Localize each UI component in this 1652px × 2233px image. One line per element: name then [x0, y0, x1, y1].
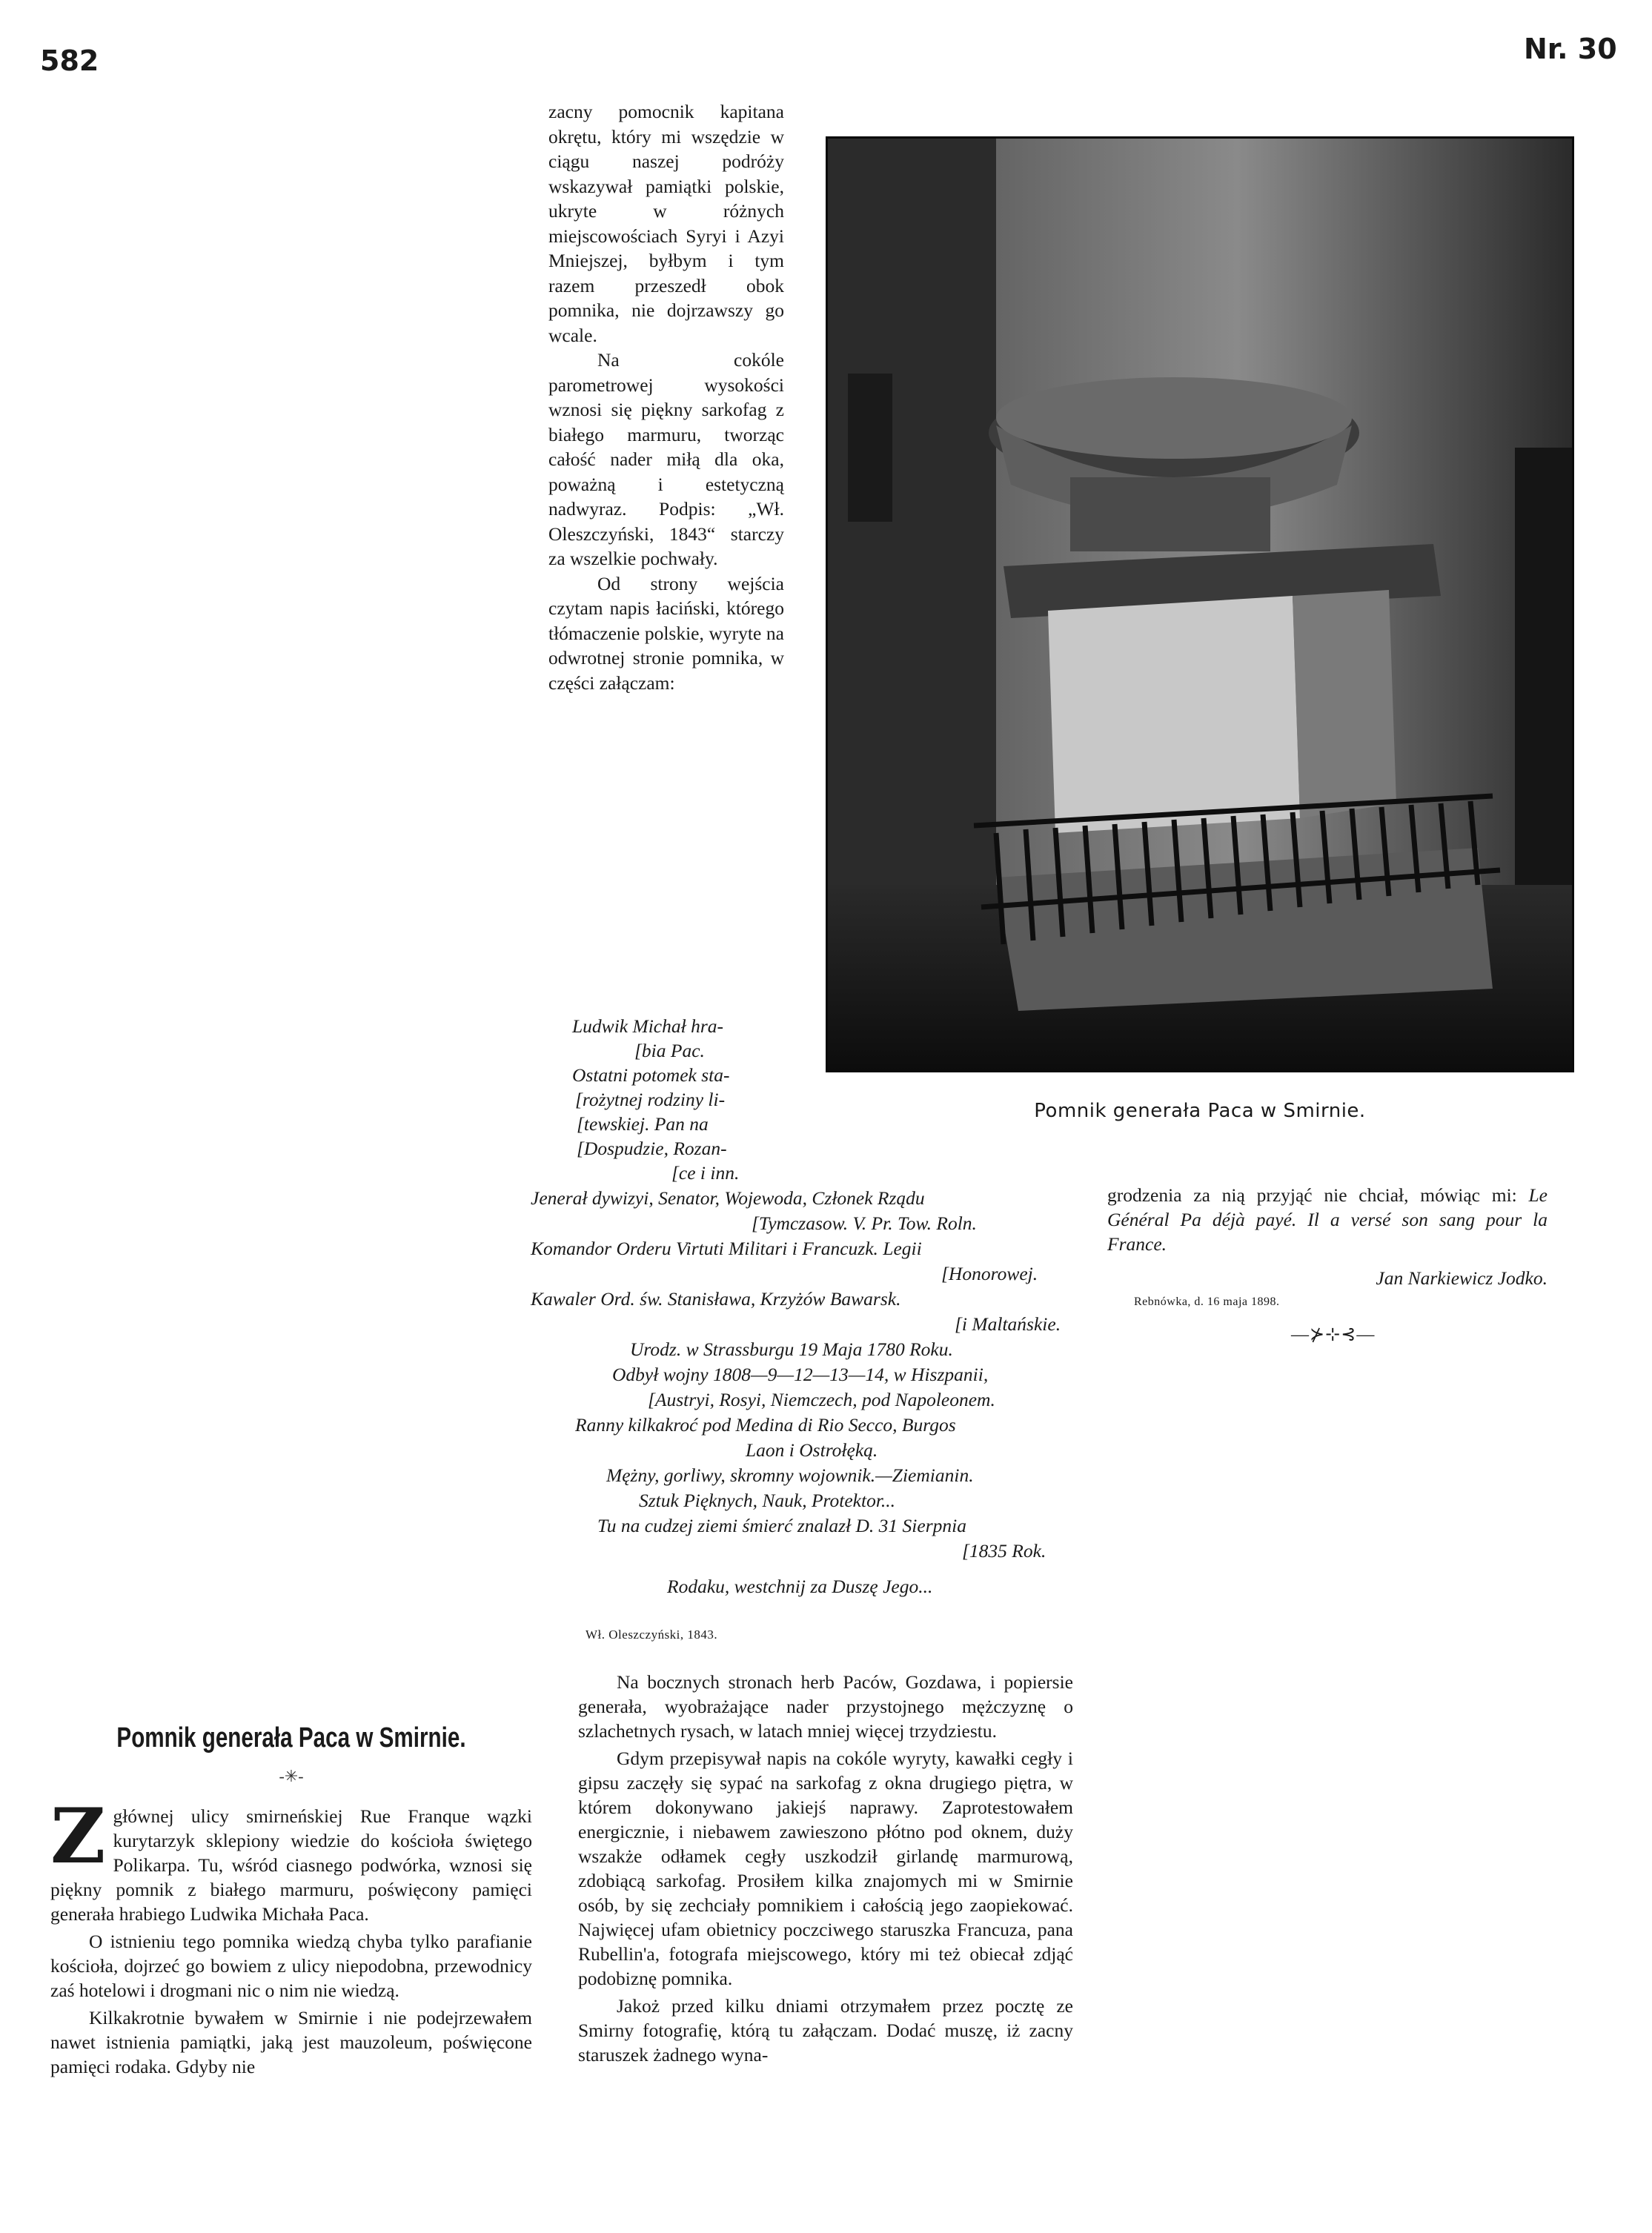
- inscription-line: Rodaku, westchnij za Duszę Jego...: [667, 1576, 933, 1597]
- article-title: Pomnik generała Paca w Smirnie.: [116, 1722, 466, 1753]
- dateline: Rebnówka, d. 16 maja 1898.: [1134, 1295, 1280, 1308]
- inscription-line: Urodz. w Strassburgu 19 Maja 1780 Roku.: [630, 1338, 953, 1360]
- inscription-line: [rożytnej rodziny li-: [575, 1089, 726, 1110]
- monument-image: [826, 136, 1574, 1072]
- inscription-line: Ranny kilkakroć pod Medina di Rio Secco, Burgos: [575, 1414, 956, 1436]
- inscription-line: [tewskiej. Pan na: [577, 1113, 709, 1135]
- inscription-line: Odbył wojny 1808—9—12—13—14, w Hiszpanii,: [612, 1364, 989, 1385]
- right-paragraph-1: Na bocznych stronach herb Paców, Gozdawa, i popiersie generała, wyobrażające nader przystojnego mężczyznę o szlachetnych rysach, w latach mniej więcej trzydziestu.: [578, 1671, 1073, 1742]
- inscription-line: [bia Pac.: [634, 1040, 705, 1061]
- inscription-line: [i Maltańskie.: [955, 1313, 1061, 1335]
- right-paragraph-3: Jakoż przed kilku dniami otrzymałem przez pocztę ze Smirny fotografię, którą tu załączam. Dodać muszę, iż zacny staruszek żadnego wyna-: [578, 1995, 1073, 2066]
- inscription-line: [1835 Rok.: [962, 1540, 1046, 1562]
- inscription-line: [ce i inn.: [671, 1162, 740, 1184]
- left-paragraph-2: O istnieniu tego pomnika wiedzą chyba tylko parafianie kościoła, dojrzeć go bowiem z ulicy niepodobna, przewodnicy zaś hotelowi i drogmani nic o nim nie wiedzą.: [50, 1931, 532, 2001]
- page-number: 582: [40, 44, 99, 77]
- inscription-line: Kawaler Ord. św. Stanisława, Krzyżów Bawarsk.: [531, 1288, 901, 1310]
- end-ornament: —⊁⊹⊰—: [1291, 1325, 1376, 1344]
- narrow-paragraph-2: Na cokóle parometrowej wysokości wznosi się piękny sarkofag z białego marmuru, tworząc całość nader miłą dla oka, poważną i estetyczną nadwyraz. Podpis: „Wł. Oleszczyński, 1843“ starczy za wszelkie pochwały.: [548, 349, 784, 569]
- inscription-line: Tu na cudzej ziemi śmierć znalazł D. 31 Sierpnia: [597, 1515, 966, 1536]
- inscription-line: Komandor Orderu Virtuti Militari i Francuzk. Legii: [531, 1238, 922, 1259]
- narrow-column: [548, 99, 784, 695]
- issue-number: Nr. 30: [1524, 33, 1617, 65]
- photo-caption: Pomnik generała Paca w Smirnie.: [1034, 1100, 1366, 1122]
- left-column: [50, 1792, 532, 2082]
- right-paragraph-2: Gdym przepisywał napis na cokóle wyryty, kawałki cegły i gipsu zaczęły się sypać na sarkofag z okna drugiego piętra, w którem dokonywano jakiejś naprawy. Zaprotestowałem energicznie, i niebawem zawieszono płótno pod oknem, duży wszakże odłamek cegły uszkodził girlandę marmurową, zdobiącą sarkofag. Prosiłem kilka znajomych mi w Smirnie osób, by się zechciały pomnikiem i całością jego zaopiekować. Najwięcej ufam obietnicy poczciwego staruszka Francuza, pana Rubellin'a, fotografa miejscowego, który mi też obiecał zdjąć podobiznę pomnika.: [578, 1748, 1073, 1989]
- inscription-line: Laon i Ostrołęką.: [746, 1439, 878, 1461]
- french-quote: Le Général Pa déjà payé. Il a versé son sang pour la France.: [1107, 1184, 1547, 1255]
- author-signature: Jan Narkiewicz Jodko.: [1376, 1267, 1547, 1289]
- inscription-line: [Tymczasow. V. Pr. Tow. Roln.: [752, 1212, 977, 1234]
- narrow-paragraph-3: Od strony wejścia czytam napis łaciński, którego tłómaczenie polskie, wyryte na odwrotnej stronie pomnika, w części załączam:: [548, 572, 784, 694]
- inscription-line: [Dospudzie, Rozan-: [577, 1138, 727, 1159]
- inscription-line: Ludwik Michał hra-: [572, 1015, 723, 1037]
- left-paragraph-1: głównej ulicy smirneńskiej Rue Franque wązki kurytarzyk sklepiony wiedzie do kościoła świętego Polikarpa. Tu, wśród ciasnego podwórka, wznosi się piękny pomnik z białego marmuru, poświęcony pamięci generała hrabiego Ludwika Michała Paca.: [50, 1805, 532, 1925]
- right-column: [578, 1670, 1073, 2070]
- right-small-column: [1107, 1183, 1547, 1256]
- dropcap-letter: Z: [50, 1792, 106, 1881]
- title-ornament: -✳-: [279, 1767, 304, 1785]
- inscription-line: Jenerał dywizyi, Senator, Wojewoda, Członek Rządu: [531, 1187, 925, 1209]
- closing-text: grodzenia za nią przyjąć nie chciał, mówiąc mi:: [1107, 1184, 1529, 1206]
- inscription-line: [Austryi, Rosyi, Niemczech, pod Napoleonem.: [648, 1389, 995, 1410]
- monument-photo: [826, 136, 1574, 1072]
- inscription-signature: Wł. Oleszczyński, 1843.: [586, 1628, 718, 1642]
- narrow-paragraph-1: zacny pomocnik kapitana okrętu, który mi wszędzie w ciągu naszej podróży wskazywał pamiątki polskie, ukryte w różnych miejscowościach Syryi i Azyi Mniejszej, byłbym i tym razem przeszedł obok pomnika, nie dojrzawszy go wcale.: [548, 101, 784, 346]
- inscription-line: Mężny, gorliwy, skromny wojownik.—Ziemianin.: [606, 1464, 974, 1486]
- left-paragraph-3: Kilkakrotnie bywałem w Smirnie i nie podejrzewałem nawet istnienia pamiątki, jaką jest mauzoleum, poświęcone pamięci rodaka. Gdyby nie: [50, 2007, 532, 2077]
- inscription-line: Sztuk Pięknych, Nauk, Protektor...: [639, 1490, 896, 1511]
- inscription-line: Ostatni potomek sta-: [572, 1064, 730, 1086]
- inscription-line: [Honorowej.: [941, 1263, 1038, 1284]
